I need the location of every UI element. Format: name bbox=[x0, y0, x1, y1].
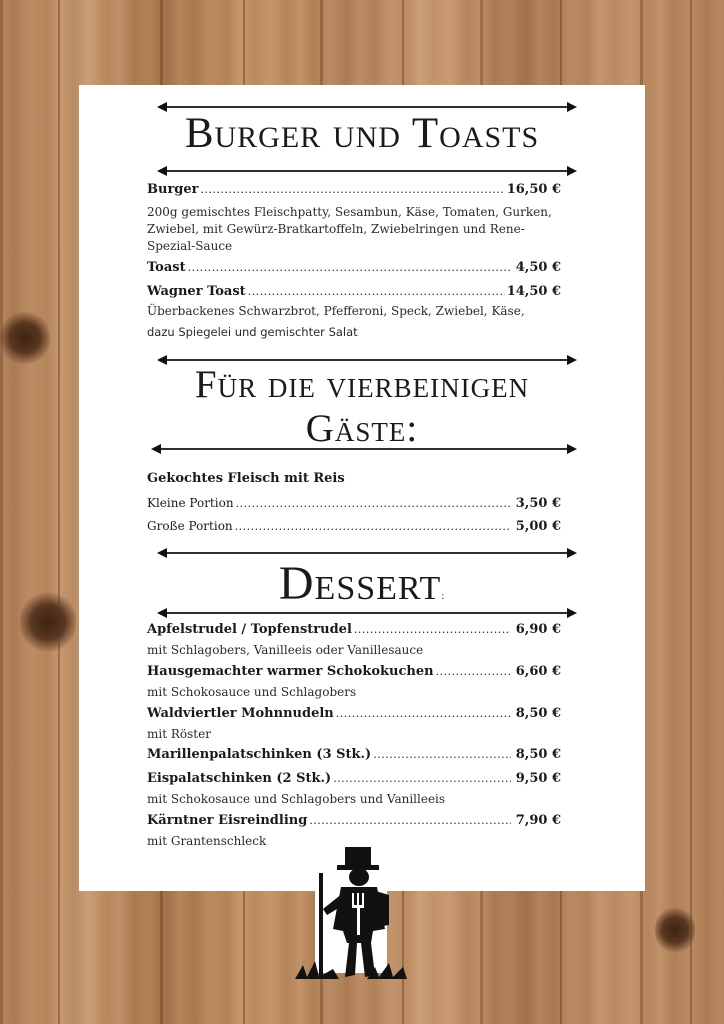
item-description: mit Röster bbox=[147, 727, 211, 741]
item-name: Apfelstrudel / Topfenstrudel bbox=[147, 622, 352, 637]
item-name: Hausgemachter warmer Schokokuchen bbox=[147, 664, 434, 679]
item-price: 6,60 € bbox=[515, 664, 561, 679]
leader-dots bbox=[309, 814, 511, 827]
leader-dots bbox=[248, 285, 505, 298]
section-title-pets-line1: Für die vierbeinigen bbox=[194, 363, 530, 406]
item-name: Marillenpalatschinken (3 Stk.) bbox=[147, 747, 372, 762]
wood-knot bbox=[655, 905, 695, 955]
item-name: Große Portion bbox=[147, 519, 233, 533]
wood-knot bbox=[20, 590, 76, 654]
wood-grain bbox=[690, 0, 692, 1024]
item-description: Überbackenes Schwarzbrot, Pfefferoni, Speck, Zwiebel, Käse, bbox=[147, 304, 525, 318]
leader-dots bbox=[436, 665, 511, 678]
item-name: Wagner Toast bbox=[147, 284, 246, 299]
wood-grain bbox=[58, 0, 60, 1024]
menu-item-large-portion bbox=[147, 519, 561, 537]
section-title-pets-line2: Gäste: bbox=[305, 407, 419, 450]
pets-heading: Gekochtes Fleisch mit Reis bbox=[147, 471, 345, 486]
hiker-with-fork-silhouette-icon bbox=[293, 843, 409, 983]
item-price: 14,50 € bbox=[506, 284, 561, 299]
leader-dots bbox=[188, 261, 511, 274]
leader-dots bbox=[235, 520, 511, 533]
item-price: 8,50 € bbox=[515, 706, 561, 721]
section-title-burger: Burger und Toasts bbox=[184, 110, 540, 157]
wood-knot bbox=[0, 310, 50, 366]
item-description: mit Schlagobers, Vanilleeis oder Vanillesauce bbox=[147, 643, 424, 657]
menu-item-toast bbox=[147, 260, 561, 278]
item-price: 6,90 € bbox=[515, 622, 561, 637]
leader-dots bbox=[373, 748, 511, 761]
item-price: 16,50 € bbox=[506, 182, 561, 197]
divider-arrow bbox=[157, 607, 577, 619]
menu-item-burger bbox=[147, 182, 561, 200]
menu-item-mohnnudeln bbox=[147, 706, 561, 724]
menu-paper bbox=[79, 85, 645, 891]
item-name: Eispalatschinken (2 Stk.) bbox=[147, 771, 332, 786]
item-name: Burger bbox=[147, 182, 199, 197]
section-title-dessert-text: Dessert bbox=[278, 557, 442, 610]
item-name: Waldviertler Mohnnudeln bbox=[147, 706, 334, 721]
section-title-dessert bbox=[79, 559, 645, 609]
item-price: 7,90 € bbox=[515, 813, 561, 828]
leader-dots bbox=[336, 707, 511, 720]
menu-item-eisreindling bbox=[147, 813, 561, 831]
section-title-dessert-suffix: : bbox=[441, 591, 446, 602]
divider-arrow bbox=[151, 443, 577, 455]
menu-item-eispalatschinken bbox=[147, 771, 561, 789]
leader-dots bbox=[236, 497, 511, 510]
item-description: mit Schokosauce und Schlagobers und Vanilleeis bbox=[147, 792, 446, 806]
item-name: Toast bbox=[147, 260, 186, 275]
menu-item-small-portion bbox=[147, 496, 561, 514]
menu-item-marillenpalatschinken bbox=[147, 747, 561, 765]
item-price: 8,50 € bbox=[515, 747, 561, 762]
leader-dots bbox=[354, 623, 511, 636]
divider-arrow bbox=[157, 165, 577, 177]
menu-item-schokokuchen bbox=[147, 664, 561, 682]
menu-item-wagner-toast bbox=[147, 284, 561, 302]
item-description: mit Schokosauce und Schlagobers bbox=[147, 685, 357, 699]
item-price: 3,50 € bbox=[515, 496, 561, 511]
item-description: mit Grantenschleck bbox=[147, 834, 267, 848]
menu-item-apfelstrudel bbox=[147, 622, 561, 640]
item-description-line2: dazu Spiegelei und gemischter Salat bbox=[147, 325, 358, 339]
item-name: Kärntner Eisreindling bbox=[147, 813, 308, 828]
item-price: 9,50 € bbox=[515, 771, 561, 786]
item-description: 200g gemischtes Fleischpatty, Sesambun, Käse, Tomaten, Gurken, Zwiebel, mit Gewürz-Bratkartoffeln, Zwiebelringen und Rene-Spezial-Sauce bbox=[147, 205, 552, 253]
item-price: 5,00 € bbox=[515, 519, 561, 534]
item-price: 4,50 € bbox=[515, 260, 561, 275]
item-name: Kleine Portion bbox=[147, 496, 234, 510]
leader-dots bbox=[333, 772, 511, 785]
leader-dots bbox=[201, 183, 505, 196]
